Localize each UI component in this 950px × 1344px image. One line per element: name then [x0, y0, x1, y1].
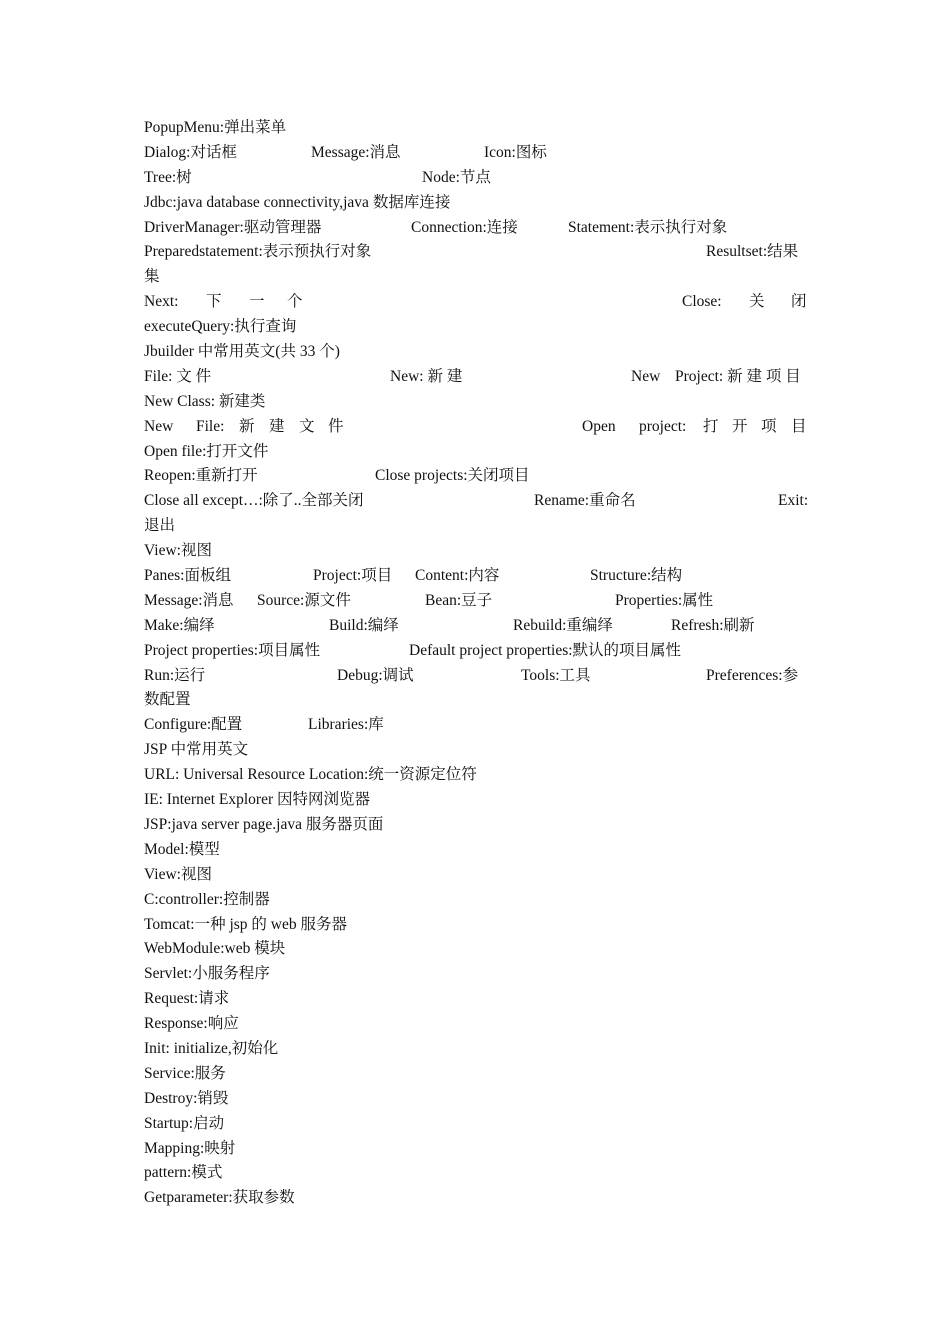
term: Startup:启动: [144, 1114, 225, 1132]
term: Node:节点: [422, 168, 491, 186]
term: 一: [249, 293, 265, 311]
term: 个: [287, 293, 303, 311]
text-line: [144, 539, 812, 564]
term: Close all except…:除了..全部关闭: [144, 492, 364, 510]
text-line: [144, 589, 812, 614]
term: project:: [639, 417, 687, 435]
term: 闭: [791, 293, 807, 311]
term: New: [144, 417, 174, 435]
text-line: [144, 265, 812, 290]
term: Getparameter:获取参数: [144, 1189, 295, 1207]
term: 开: [732, 417, 748, 435]
text-line: [144, 987, 812, 1012]
text-line: [144, 415, 812, 440]
text-line: [144, 240, 812, 265]
term: 建: [269, 417, 285, 435]
term: Project properties:项目属性: [144, 641, 321, 659]
text-line: [144, 763, 812, 788]
term: Close projects:关闭项目: [375, 467, 530, 485]
term: URL: Universal Resource Location:统一资源定位符: [144, 766, 477, 784]
text-line: [144, 838, 812, 863]
term: New Class: 新建类: [144, 392, 266, 410]
text-line: [144, 639, 812, 664]
text-line: [144, 937, 812, 962]
section-heading: [144, 738, 812, 763]
term: Response:响应: [144, 1015, 239, 1033]
text-line: [144, 315, 812, 340]
term: Open: [582, 417, 616, 435]
term: Jdbc:java database connectivity,java 数据库连接: [144, 193, 451, 211]
text-line: [144, 688, 812, 713]
term: 件: [328, 417, 344, 435]
text-line: [144, 564, 812, 589]
document-page: [144, 116, 812, 1211]
term: Tree:树: [144, 168, 192, 186]
text-line: [144, 813, 812, 838]
term: Reopen:重新打开: [144, 467, 258, 485]
term: Configure:配置: [144, 716, 243, 734]
term: Content:内容: [415, 567, 500, 585]
term: Refresh:刷新: [671, 616, 755, 634]
text-line: [144, 863, 812, 888]
text-line: [144, 1012, 812, 1037]
term: executeQuery:执行查询: [144, 318, 297, 336]
term: Exit:: [778, 492, 809, 510]
term: Project: 新 建 项 目: [675, 367, 801, 385]
term: 新: [239, 417, 255, 435]
term: File:: [196, 417, 225, 435]
text-line: [144, 788, 812, 813]
term: Next:: [144, 293, 179, 311]
term: View:视图: [144, 865, 212, 883]
term: IE: Internet Explorer 因特网浏览器: [144, 791, 370, 809]
text-line: [144, 913, 812, 938]
text-line: [144, 365, 812, 390]
term: C:controller:控制器: [144, 890, 270, 908]
term: Servlet:小服务程序: [144, 965, 270, 983]
term: Request:请求: [144, 990, 230, 1008]
term: File: 文 件: [144, 367, 212, 385]
text-line: [144, 390, 812, 415]
text-line: [144, 191, 812, 216]
term: Bean:豆子: [425, 591, 493, 609]
text-line: [144, 1186, 812, 1211]
text-line: [144, 489, 812, 514]
term: 数配置: [144, 691, 191, 709]
term: Open file:打开文件: [144, 442, 269, 460]
term: 下: [206, 293, 222, 311]
text-line: [144, 614, 812, 639]
text-line: [144, 290, 812, 315]
text-line: [144, 216, 812, 241]
text-line: [144, 1137, 812, 1162]
term: Model:模型: [144, 840, 220, 858]
term: Close:: [682, 293, 722, 311]
text-line: [144, 1087, 812, 1112]
text-line: [144, 664, 812, 689]
text-line: [144, 514, 812, 539]
term: 关: [749, 293, 765, 311]
term: Connection:连接: [411, 218, 518, 236]
term: Statement:表示执行对象: [568, 218, 728, 236]
term: 目: [791, 417, 807, 435]
term: 退出: [144, 517, 176, 535]
term: New: 新 建: [390, 367, 463, 385]
text-line: [144, 713, 812, 738]
term: Build:编绎: [329, 616, 399, 634]
term: DriverManager:驱动管理器: [144, 218, 322, 236]
term: Debug:调试: [337, 666, 414, 684]
text-line: [144, 1037, 812, 1062]
term: Preferences:参: [706, 666, 799, 684]
term: Tomcat:一种 jsp 的 web 服务器: [144, 915, 347, 933]
term: Source:源文件: [257, 591, 351, 609]
term: View:视图: [144, 542, 212, 560]
heading-text: Jbuilder 中常用英文(共 33 个): [144, 343, 340, 361]
text-line: [144, 888, 812, 913]
text-line: [144, 1112, 812, 1137]
term: Init: initialize,初始化: [144, 1039, 279, 1057]
text-line: [144, 141, 812, 166]
term: Icon:图标: [484, 143, 547, 161]
term: Message:消息: [311, 143, 401, 161]
term: Dialog:对话框: [144, 143, 237, 161]
term: Rebuild:重编绎: [513, 616, 613, 634]
term: WebModule:web 模块: [144, 940, 286, 958]
term: Destroy:销毁: [144, 1089, 229, 1107]
term: Tools:工具: [521, 666, 591, 684]
text-line: [144, 962, 812, 987]
term: Panes:面板组: [144, 567, 231, 585]
term: New: [631, 367, 661, 385]
term: 集: [144, 268, 160, 286]
term: pattern:模式: [144, 1164, 223, 1182]
term: Service:服务: [144, 1064, 226, 1082]
term: Properties:属性: [615, 591, 714, 609]
term: 项: [761, 417, 777, 435]
text-line: [144, 440, 812, 465]
term: Mapping:映射: [144, 1139, 236, 1157]
term: Structure:结构: [590, 567, 683, 585]
term: Libraries:库: [308, 716, 384, 734]
text-line: [144, 116, 812, 141]
text-line: [144, 1062, 812, 1087]
term: Run:运行: [144, 666, 206, 684]
text-line: [144, 166, 812, 191]
section-heading: [144, 340, 812, 365]
term: Resultset:结果: [706, 243, 799, 261]
term: Project:项目: [313, 567, 393, 585]
text-line: [144, 1161, 812, 1186]
term: Make:编绎: [144, 616, 215, 634]
term: Default project properties:默认的项目属性: [409, 641, 682, 659]
term: 打: [703, 417, 719, 435]
term: 文: [299, 417, 315, 435]
term: Message:消息: [144, 591, 234, 609]
term: JSP:java server page.java 服务器页面: [144, 815, 384, 833]
term: Rename:重命名: [534, 492, 636, 510]
heading-text: JSP 中常用英文: [144, 741, 249, 759]
text-line: [144, 464, 812, 489]
term: PopupMenu:弹出菜单: [144, 119, 287, 136]
term: Preparedstatement:表示预执行对象: [144, 243, 372, 261]
